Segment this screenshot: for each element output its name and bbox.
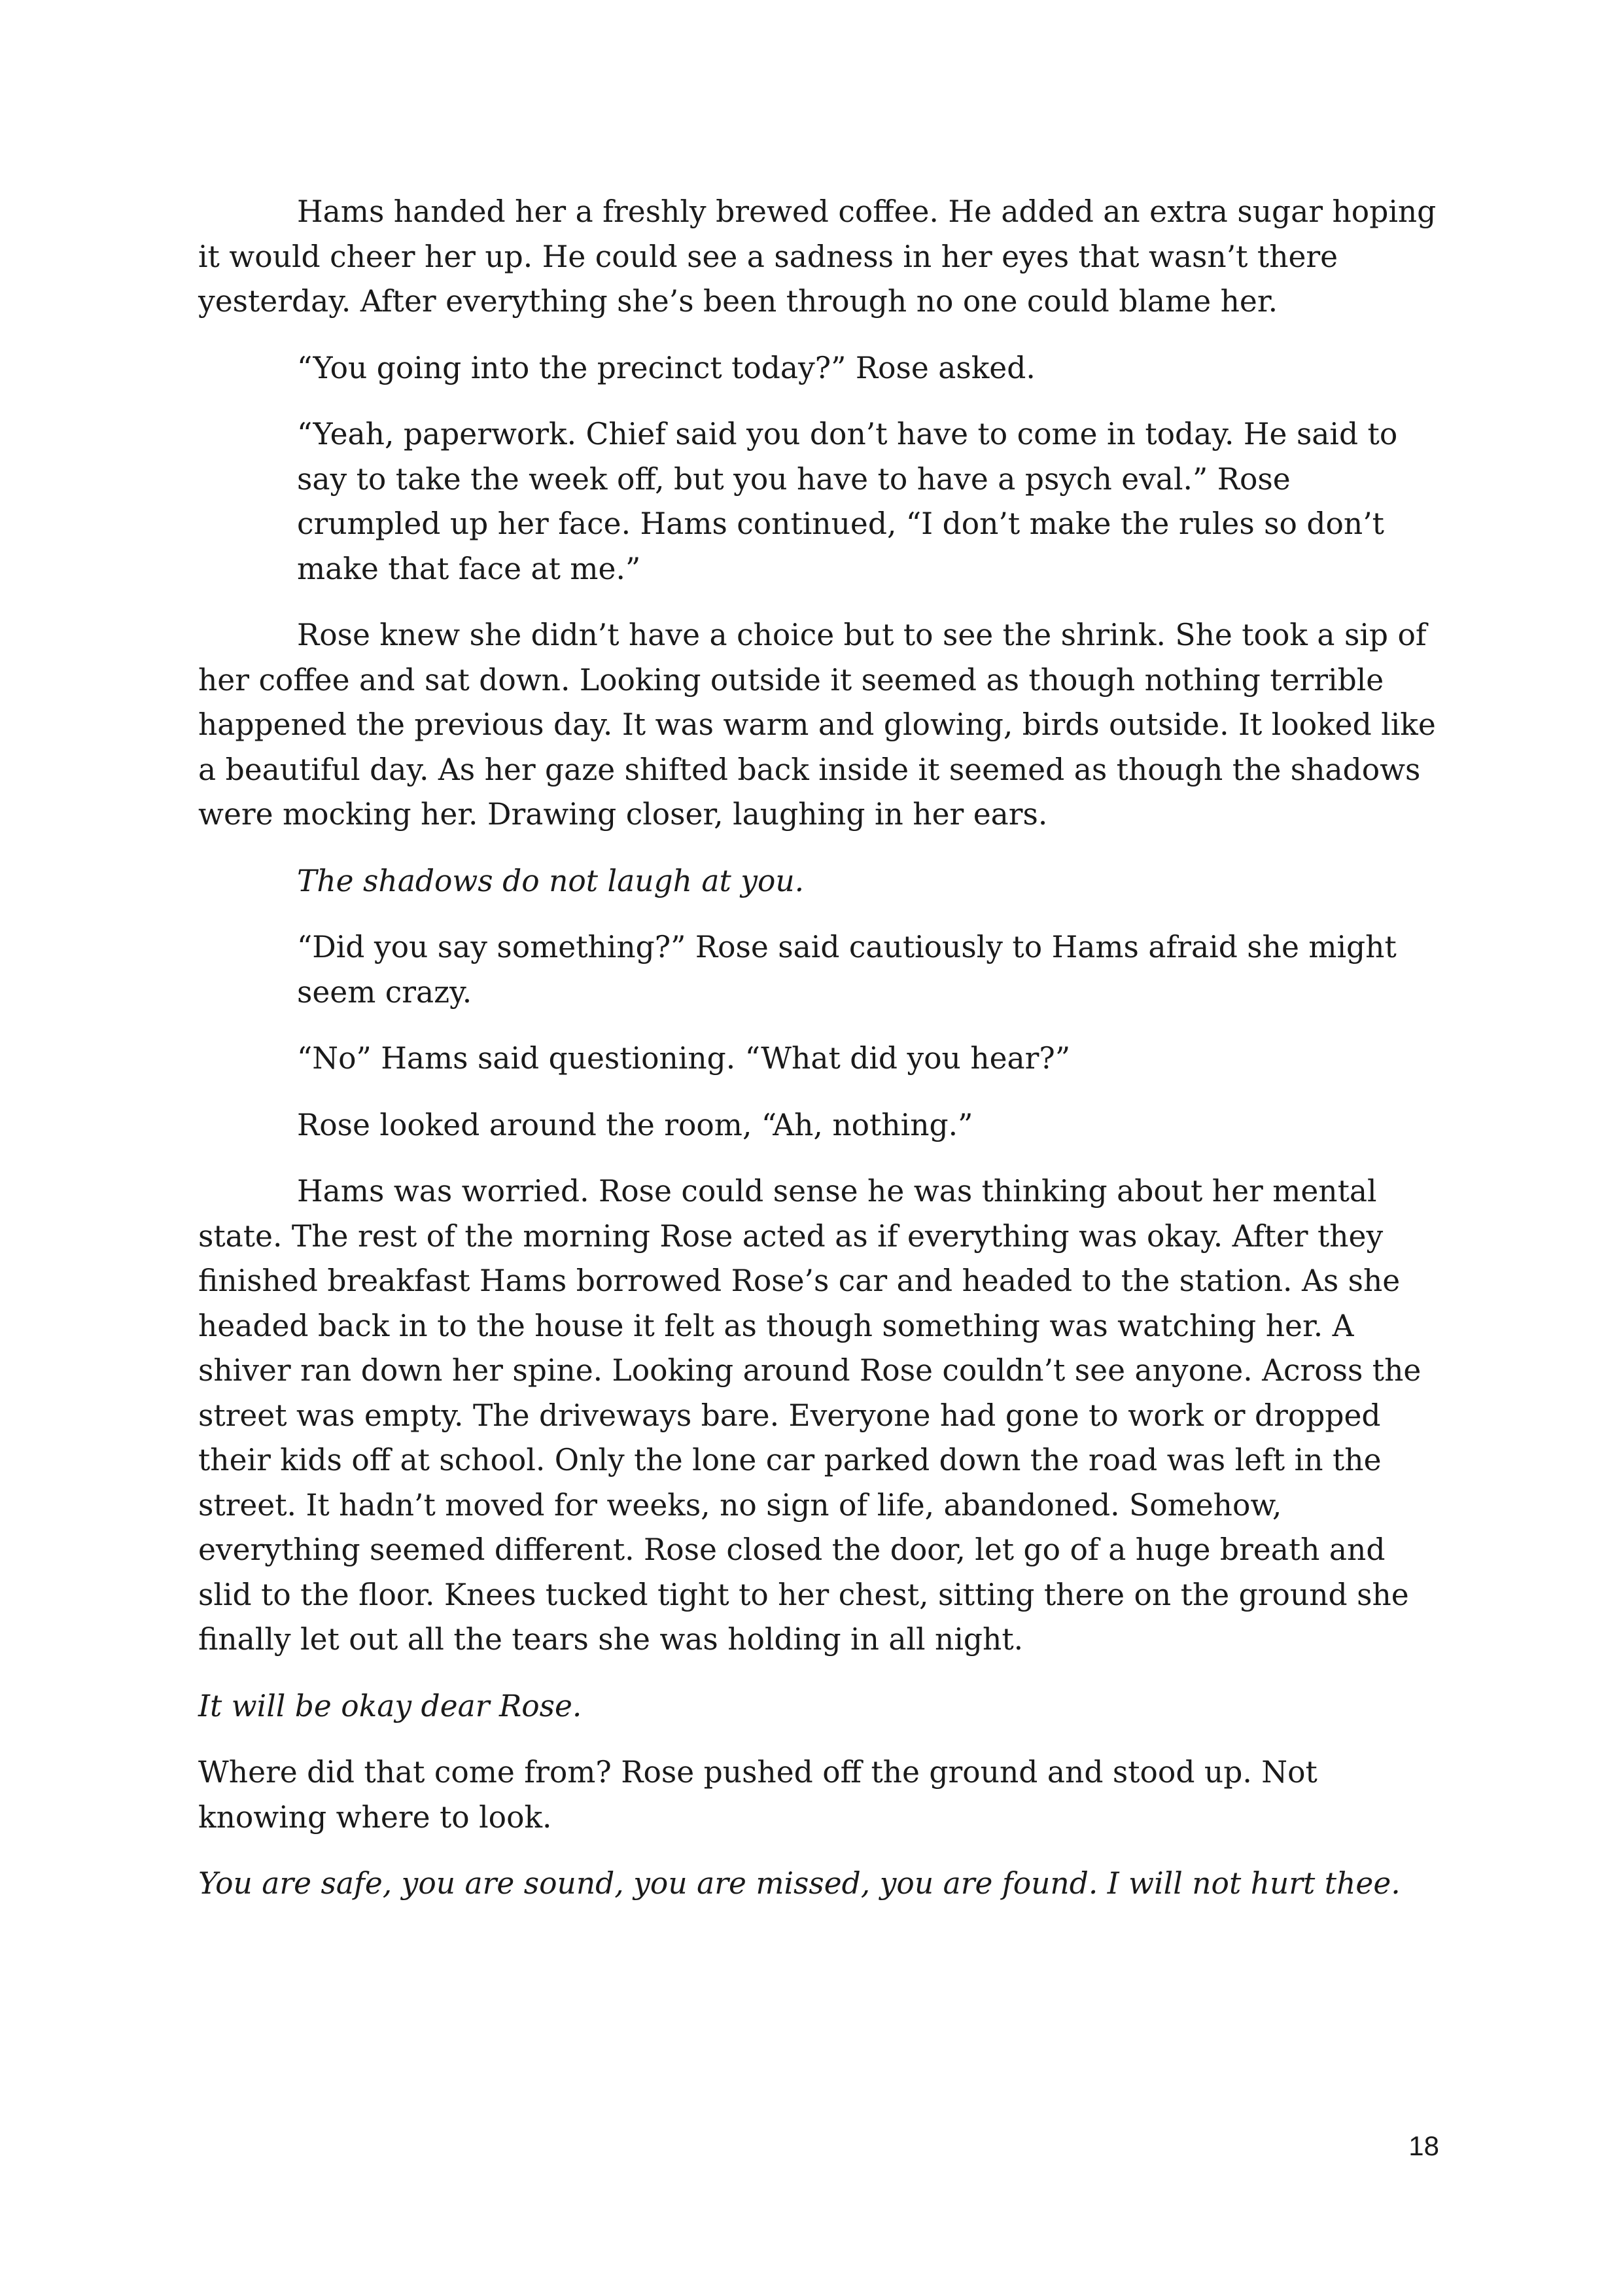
paragraph: “No” Hams said questioning. “What did you hear?” — [297, 1041, 1071, 1076]
paragraph: “Did you say something?” Rose said cautiously to Hams afraid she might seem crazy. — [297, 930, 1397, 1010]
page-number: 18 — [1408, 2130, 1439, 2161]
paragraph-italic: The shadows do not laugh at you. — [297, 863, 805, 898]
paragraph: Hams handed her a freshly brewed coffee. He added an extra sugar hoping it would cheer her up. He could see a sadness in her eyes that wasn’t there yesterday. After everything she’s been through no one could blame her. — [198, 194, 1437, 319]
paragraph: “Yeah, paperwork. Chief said you don’t have to come in today. He said to say to take the week off, but you have to have a psych eval.” Rose crumpled up her face. Hams continued, “I don’t make the rules so don’t make that face at me.” — [297, 417, 1398, 586]
paragraph-italic: You are safe, you are sound, you are missed, you are found. I will not hurt thee. — [198, 1866, 1401, 1901]
paragraph: Hams was worried. Rose could sense he was thinking about her mental state. The rest of the morning Rose acted as if everything was okay. After they finished breakfast Hams borrowed Rose’s car and headed to the station. As she headed back in to the house it felt as though something was watching her. A shiver ran down her spine. Looking around Rose couldn’t see anyone. Across the street was empty. The driveways bare. Everyone had gone to work or dropped their kids off at school. Only the lone car parked down the road was left in the street. It hadn’t moved for weeks, no sign of life, abandoned. Somehow, everything seemed different. Rose closed the door, let go of a huge breath and slid to the floor. Knees tucked tight to her chest, sitting there on the ground she finally let out all the tears she was holding in all night. — [198, 1174, 1422, 1657]
paragraph: Rose looked around the room, “Ah, nothing.” — [297, 1107, 973, 1142]
paragraph-italic: It will be okay dear Rose. — [198, 1688, 582, 1723]
paragraph: Rose knew she didn’t have a choice but to see the shrink. She took a sip of her coffee and sat down. Looking outside it seemed as though nothing terrible happened the previous day. It was warm and glowing, birds outside. It looked like a beautiful day. As her gaze shifted back inside it seemed as though the shadows were mocking her. Drawing closer, laughing in her ears. — [198, 618, 1436, 832]
paragraph: Where did that come from? Rose pushed off the ground and stood up. Not knowing where to look. — [198, 1755, 1318, 1835]
body-text — [198, 190, 1441, 1928]
paragraph: “You going into the precinct today?” Rose asked. — [297, 350, 1036, 385]
